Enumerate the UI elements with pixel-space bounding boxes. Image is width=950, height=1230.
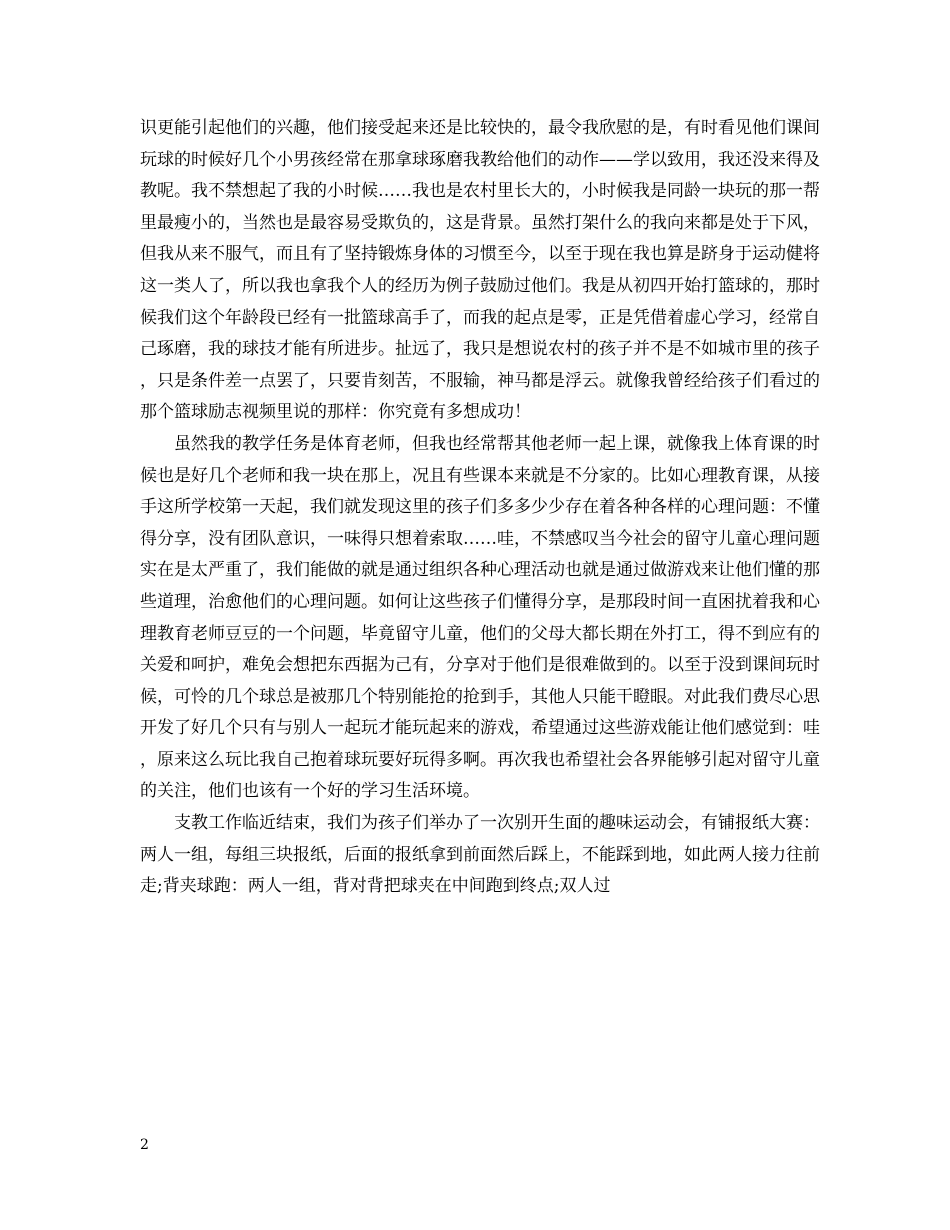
- body-text: [140, 113, 820, 903]
- paragraph-psychology: 虽然我的教学任务是体育老师，但我也经常帮其他老师一起上课，就像我上体育课的时候也是好几个老师和我一块在那上，况且有些课本来就是不分家的。比如心理教育课，从接手这所学校第一天起，我们就发现这里的孩子们多多少少存在着各种各样的心理问题：不懂得分享，没有团队意识，一味得只想着索取……哇，不禁感叹当今社会的留守儿童心理问题实在是太严重了，我们能做的就是通过组织各种心理活动也就是通过做游戏来让他们懂的那些道理，治愈他们的心理问题。如何让这些孩子们懂得分享，是那段时间一直困扰着我和心理教育老师豆豆的一个问题，毕竟留守儿童，他们的父母大都长期在外打工，得不到应有的关爱和呵护，难免会想把东西据为己有，分享对于他们是很难做到的。以至于没到课间玩时候，可怜的几个球总是被那几个特别能抢的抢到手，其他人只能干瞪眼。对此我们费尽心思开发了好几个只有与别人一起玩才能玩起来的游戏，希望通过这些游戏能让他们感觉到：哇，原来这么玩比我自己抱着球玩要好玩得多啊。再次我也希望社会各界能够引起对留守儿童的关注，他们也该有一个好的学习生活环境。: [140, 433, 820, 802]
- page-number: 2: [140, 1137, 149, 1153]
- paragraph-continuation: 识更能引起他们的兴趣，他们接受起来还是比较快的，最令我欣慰的是，有时看见他们课间玩球的时候好几个小男孩经常在那拿球琢磨我教给他们的动作——学以致用，我还没来得及教呢。我不禁想起了我的小时候……我也是农村里长大的，小时候我是同龄一块玩的那一帮里最瘦小的，当然也是最容易受欺负的，这是背景。虽然打架什么的我向来都是处于下风，但我从来不服气，而且有了坚持锻炼身体的习惯至今，以至于现在我也算是跻身于运动健将这一类人了，所以我也拿我个人的经历为例子鼓励过他们。我是从初四开始打篮球的，那时候我们这个年龄段已经有一批篮球高手了，而我的起点是零，正是凭借着虚心学习，经常自己琢磨，我的球技才能有所进步。扯远了，我只是想说农村的孩子并不是不如城市里的孩子，只是条件差一点罢了，只要肯刻苦，不服输，神马都是浮云。就像我曾经给孩子们看过的那个篮球励志视频里说的那样：你究竟有多想成功！: [140, 118, 820, 423]
- paragraph-sports-meet: 支教工作临近结束，我们为孩子们举办了一次别开生面的趣味运动会，有铺报纸大赛：两人一组，每组三块报纸，后面的报纸拿到前面然后踩上，不能踩到地，如此两人接力往前走;背夹球跑：两人一组，背对背把球夹在中间跑到终点;双人过: [140, 813, 820, 897]
